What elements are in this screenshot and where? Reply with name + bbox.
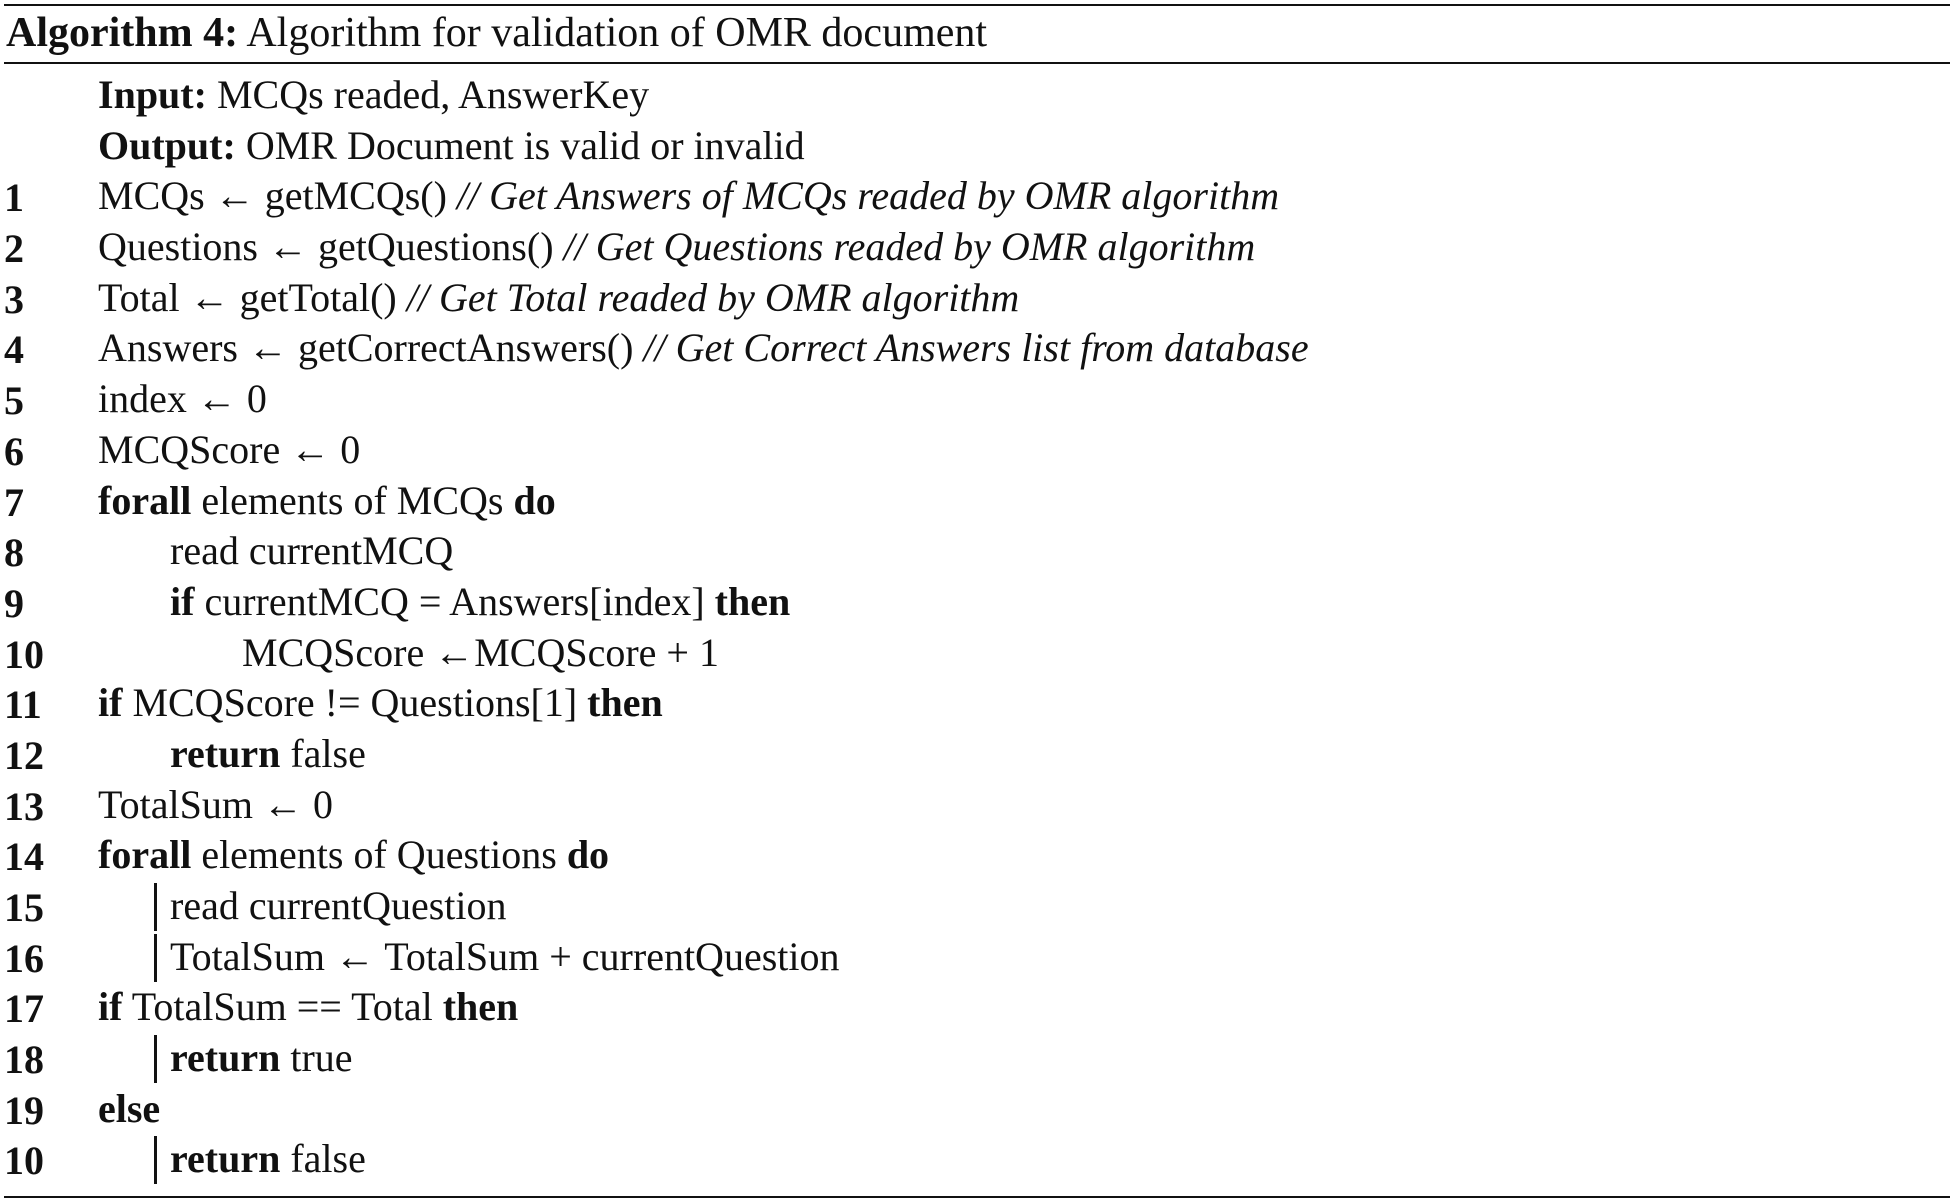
algorithm-block	[4, 4, 1950, 1200]
algorithm-line	[4, 780, 1950, 831]
code-statement	[98, 982, 518, 1032]
code-text: MCQScore ← 0	[98, 426, 361, 472]
input-keyword: Input:	[98, 72, 207, 117]
code-statement	[98, 171, 1279, 221]
line-number: 10	[4, 631, 44, 677]
algorithm-title: Algorithm for validation of OMR document	[246, 10, 988, 56]
keyword: then	[587, 680, 663, 726]
algorithm-line	[4, 273, 1950, 324]
code-statement	[98, 476, 556, 526]
line-number: 10	[4, 1138, 44, 1184]
code-statement	[98, 678, 663, 728]
keyword: then	[442, 984, 519, 1030]
code-text: elements of Questions	[191, 832, 567, 878]
block-bar	[154, 934, 157, 982]
keyword: forall	[98, 477, 192, 523]
line-number: 15	[4, 885, 44, 930]
keyword: do	[513, 477, 556, 523]
algorithm-body	[4, 70, 1950, 1185]
code-text: false	[280, 1136, 366, 1182]
code-statement	[98, 830, 609, 880]
keyword: return	[170, 730, 281, 776]
keyword: else	[98, 1085, 161, 1131]
code-text: TotalSum ← 0	[98, 781, 333, 827]
algorithm-line	[4, 881, 1950, 932]
comment: // Get Correct Answers list from database	[643, 325, 1309, 371]
code-statement	[98, 222, 1255, 272]
line-number: 8	[4, 530, 24, 576]
code-statement	[170, 577, 790, 627]
code-text: Total ← getTotal()	[98, 274, 407, 320]
comment: // Get Questions readed by OMR algorithm	[563, 224, 1256, 270]
code-text: false	[280, 730, 366, 776]
input-line	[4, 70, 1950, 121]
code-text: read currentQuestion	[170, 883, 507, 928]
algorithm-line	[4, 425, 1950, 476]
line-number: 11	[4, 682, 42, 728]
code-text: MCQScore ←MCQScore + 1	[242, 629, 719, 675]
code-statement	[170, 932, 840, 982]
line-number: 14	[4, 834, 44, 880]
input-statement	[98, 70, 649, 120]
algorithm-line	[4, 729, 1950, 780]
line-number: 5	[4, 378, 24, 424]
code-text: true	[280, 1035, 353, 1081]
algorithm-line	[4, 1084, 1950, 1135]
algorithm-line	[4, 1134, 1950, 1185]
line-number: 7	[4, 479, 24, 525]
keyword: return	[170, 1035, 281, 1081]
code-statement	[170, 526, 453, 576]
code-statement	[98, 374, 267, 424]
output-line	[4, 121, 1950, 172]
code-text: index ← 0	[98, 376, 267, 422]
code-statement	[98, 273, 1019, 323]
algorithm-line	[4, 830, 1950, 881]
code-text: TotalSum == Total	[122, 984, 443, 1030]
code-statement	[170, 1134, 366, 1184]
algorithm-line	[4, 323, 1950, 374]
line-number: 3	[4, 276, 24, 322]
bottom-rule	[4, 1196, 1950, 1198]
line-number: 6	[4, 428, 24, 474]
block-bar	[154, 1035, 157, 1083]
keyword: do	[566, 832, 610, 878]
algorithm-line	[4, 628, 1950, 679]
keyword: if	[98, 680, 123, 726]
algorithm-line	[4, 1033, 1950, 1084]
code-text: Answers ← getCorrectAnswers()	[98, 325, 644, 371]
algorithm-line	[4, 374, 1950, 425]
keyword: if	[170, 578, 195, 624]
line-number: 4	[4, 327, 24, 373]
line-number: 18	[4, 1037, 44, 1083]
algorithm-caption	[6, 8, 987, 58]
input-text: MCQs readed, AnswerKey	[216, 72, 650, 117]
comment: // Get Answers of MCQs readed by OMR algorithm	[456, 173, 1280, 219]
code-text: Questions ← getQuestions()	[98, 224, 564, 270]
line-number: 16	[4, 935, 44, 981]
code-text: currentMCQ = Answers[index]	[194, 578, 715, 624]
line-number: 2	[4, 226, 24, 272]
code-text: MCQScore != Questions[1]	[122, 680, 588, 726]
algorithm-line	[4, 982, 1950, 1033]
output-statement	[98, 121, 805, 171]
code-statement	[98, 780, 333, 830]
code-statement	[170, 1033, 353, 1083]
code-text: TotalSum ← TotalSum + currentQuestion	[170, 933, 840, 979]
code-statement	[170, 729, 366, 779]
algorithm-label: Algorithm 4:	[6, 10, 239, 56]
line-number: 12	[4, 732, 44, 778]
code-statement	[98, 1084, 160, 1134]
block-bar	[154, 1136, 157, 1184]
keyword: forall	[98, 832, 192, 878]
keyword: if	[98, 984, 123, 1030]
keyword: then	[714, 578, 791, 624]
algorithm-line	[4, 476, 1950, 527]
code-text: MCQs ← getMCQs()	[98, 173, 457, 219]
line-number: 19	[4, 1087, 44, 1133]
block-bar	[154, 883, 157, 931]
code-text: read currentMCQ	[170, 528, 454, 574]
keyword: return	[170, 1136, 281, 1182]
code-text: elements of MCQs	[191, 477, 514, 523]
algorithm-line	[4, 526, 1950, 577]
algorithm-line	[4, 222, 1950, 273]
algorithm-line	[4, 577, 1950, 628]
algorithm-line	[4, 171, 1950, 222]
line-number: 17	[4, 986, 44, 1032]
algorithm-line	[4, 932, 1950, 983]
code-statement	[98, 323, 1309, 373]
caption-rule	[4, 62, 1950, 64]
output-text: OMR Document is valid or invalid	[245, 122, 805, 168]
code-statement	[242, 628, 719, 678]
top-rule	[4, 4, 1950, 6]
code-statement	[170, 881, 507, 931]
code-statement	[98, 425, 360, 475]
line-number: 1	[4, 175, 24, 221]
line-number: 9	[4, 580, 24, 626]
output-keyword: Output:	[98, 122, 236, 168]
line-number: 13	[4, 783, 44, 829]
algorithm-line	[4, 678, 1950, 729]
comment: // Get Total readed by OMR algorithm	[406, 274, 1020, 320]
